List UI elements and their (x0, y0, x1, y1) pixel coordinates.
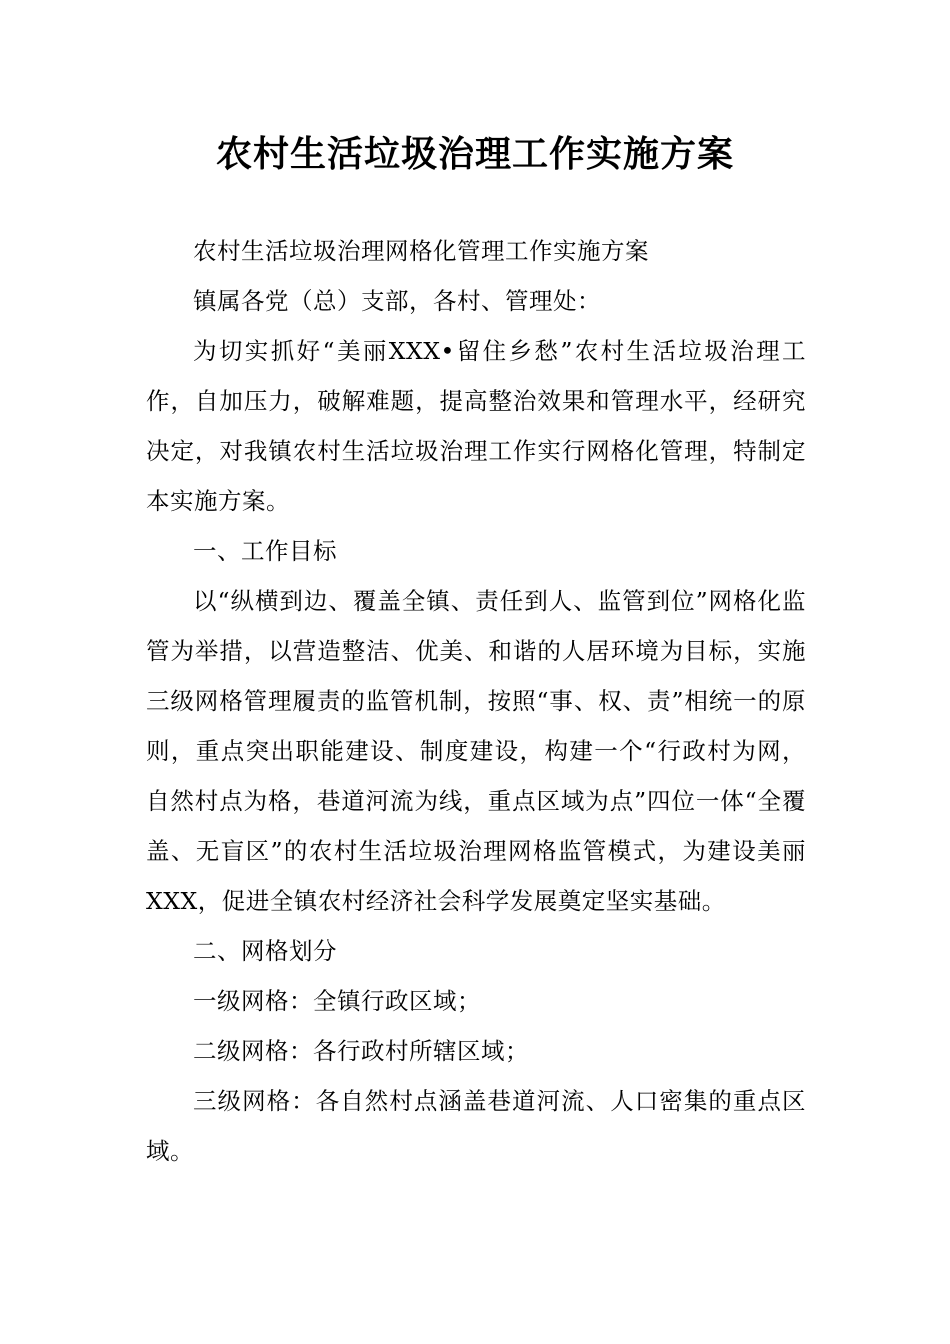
section-heading-grid-division: 二、网格划分 (193, 937, 337, 965)
section-heading-goals: 一、工作目标 (193, 537, 337, 565)
paragraph-subtitle: 农村生活垃圾治理网格化管理工作实施方案 (193, 237, 649, 265)
paragraph-goals: 以“纵横到边、覆盖全镇、责任到人、监管到位”网格化监管为举措，以营造整洁、优美、和谐的人居环境为目标，实施三级网格管理履责的监管机制，按照“事、权、责”相统一的原则，重点突出职能建设、制度建设，构建一个“行政村为网，自然村点为格，巷道河流为线，重点区域为点”四位一体“全覆盖、无盲区”的农村生活垃圾治理网格监管模式，为建设美丽XXX，促进全镇农村经济社会科学发展奠定坚实基础。 (146, 587, 806, 915)
document-body (146, 226, 806, 1176)
paragraph-intro: 为切实抓好“美丽XXX•留住乡愁”农村生活垃圾治理工作，自加压力，破解难题，提高整治效果和管理水平，经研究决定，对我镇农村生活垃圾治理工作实行网格化管理，特制定本实施方案。 (146, 337, 806, 515)
paragraph-grid-level-2: 二级网格：各行政村所辖区域； (193, 1037, 529, 1065)
document-title: 农村生活垃圾治理工作实施方案 (215, 133, 734, 175)
paragraph-grid-level-1: 一级网格：全镇行政区域； (193, 987, 481, 1015)
paragraph-addressee: 镇属各党（总）支部，各村、管理处： (193, 287, 601, 315)
paragraph-grid-level-3: 三级网格：各自然村点涵盖巷道河流、人口密集的重点区域。 (146, 1087, 806, 1165)
